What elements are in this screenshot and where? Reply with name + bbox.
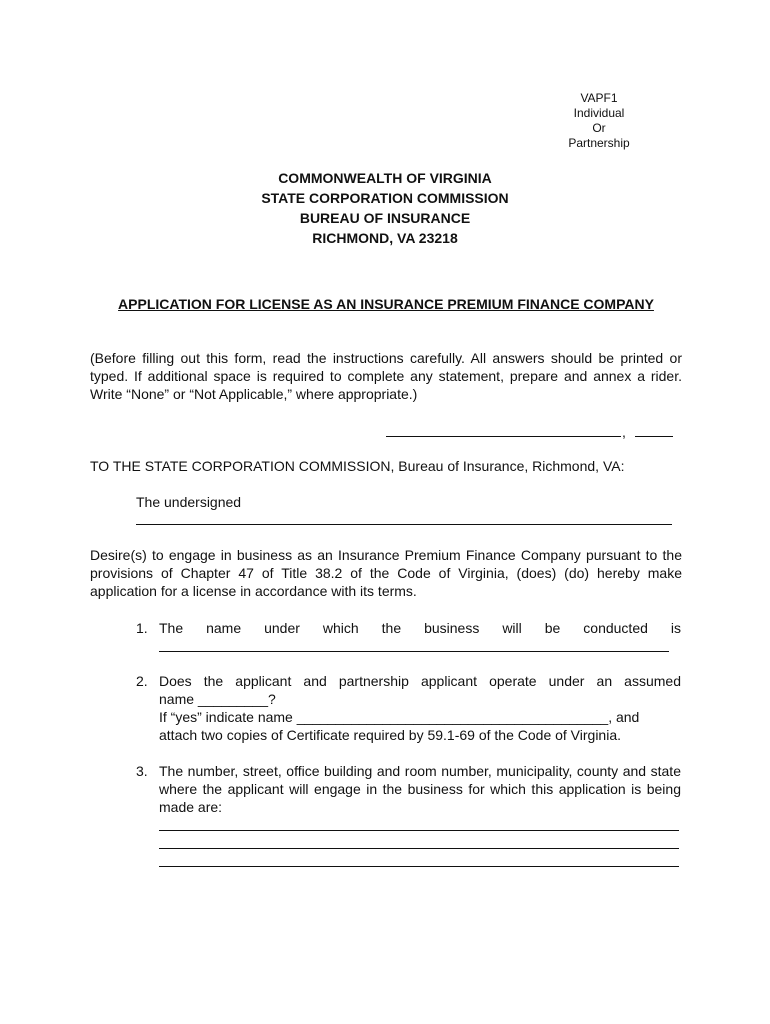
assumed-name-label: name: [159, 691, 198, 707]
business-name-blank-line[interactable]: [159, 651, 669, 652]
question-2-line-4: attach two copies of Certificate required by 59.1-69 of the Code of Virginia.: [159, 727, 622, 743]
question-1-word: under: [264, 620, 300, 636]
form-code-line: Partnership: [568, 136, 630, 150]
address-blank-line-1[interactable]: [159, 830, 679, 831]
indicate-name-blank[interactable]: ________________________________________: [296, 709, 609, 725]
question-1-word: The: [159, 620, 184, 636]
question-number: 2.: [136, 673, 148, 689]
form-code-block: [554, 91, 644, 151]
address-blank-line-3[interactable]: [159, 866, 679, 867]
address-blank-line-2[interactable]: [159, 848, 679, 849]
and-label: , and: [608, 709, 640, 725]
question-mark: ?: [268, 691, 276, 707]
question-2-line-3: [159, 708, 681, 726]
question-1-word: the: [381, 620, 402, 636]
desire-paragraph: Desire(s) to engage in business as an Insurance Premium Finance Company pursuant to the provisions of Chapter 47 of Title 38.2 of the Code of Virginia, (does) (do) hereby make application for a license in accordance with its terms.: [90, 547, 682, 599]
header-line: BUREAU OF INSURANCE: [299, 210, 471, 226]
form-code-line: Individual: [573, 106, 625, 120]
question-1-word: which: [322, 620, 359, 636]
question-2-line-2: [159, 690, 276, 708]
date-comma: ,: [622, 424, 626, 440]
year-blank-line[interactable]: [635, 436, 673, 437]
question-1-word: conducted: [583, 620, 648, 636]
assumed-name-blank[interactable]: _________: [197, 691, 268, 707]
indicate-name-label: If “yes” indicate name: [159, 709, 297, 725]
question-1-word: will: [502, 620, 522, 636]
undersigned-blank-line[interactable]: [136, 524, 672, 525]
header-line: COMMONWEALTH OF VIRGINIA: [278, 170, 492, 186]
instructions-paragraph: (Before filling out this form, read the instructions carefully. All answers should be printed or typed. If additional space is required to complete any statement, prepare and annex a rider. Write “None” or “Not Applicable,” where appropriate.): [90, 350, 682, 402]
form-code-line: Or: [592, 121, 606, 135]
page-title: APPLICATION FOR LICENSE AS AN INSURANCE PREMIUM FINANCE COMPANY: [118, 296, 654, 312]
undersigned-label: The undersigned: [136, 494, 242, 510]
question-3-text: The number, street, office building and room number, municipality, county and state where the applicant will engage in the business for which this application is being made are:: [159, 763, 681, 815]
question-2-line-1: Does the applicant and partnership applicant operate under an assumed: [159, 673, 681, 689]
question-1-word: business: [424, 620, 480, 636]
header-line: STATE CORPORATION COMMISSION: [261, 190, 509, 206]
question-1-word: is: [670, 620, 681, 636]
agency-header: [0, 168, 770, 248]
question-number: 1.: [136, 620, 148, 636]
question-1-text: [159, 619, 681, 637]
question-1-word: be: [544, 620, 561, 636]
form-code-line: VAPF1: [580, 91, 618, 105]
question-number: 3.: [136, 763, 148, 779]
addressee-line: TO THE STATE CORPORATION COMMISSION, Bureau of Insurance, Richmond, VA:: [90, 458, 625, 474]
question-1-word: name: [206, 620, 242, 636]
header-line: RICHMOND, VA 23218: [312, 230, 458, 246]
date-blank-line[interactable]: [386, 436, 621, 437]
